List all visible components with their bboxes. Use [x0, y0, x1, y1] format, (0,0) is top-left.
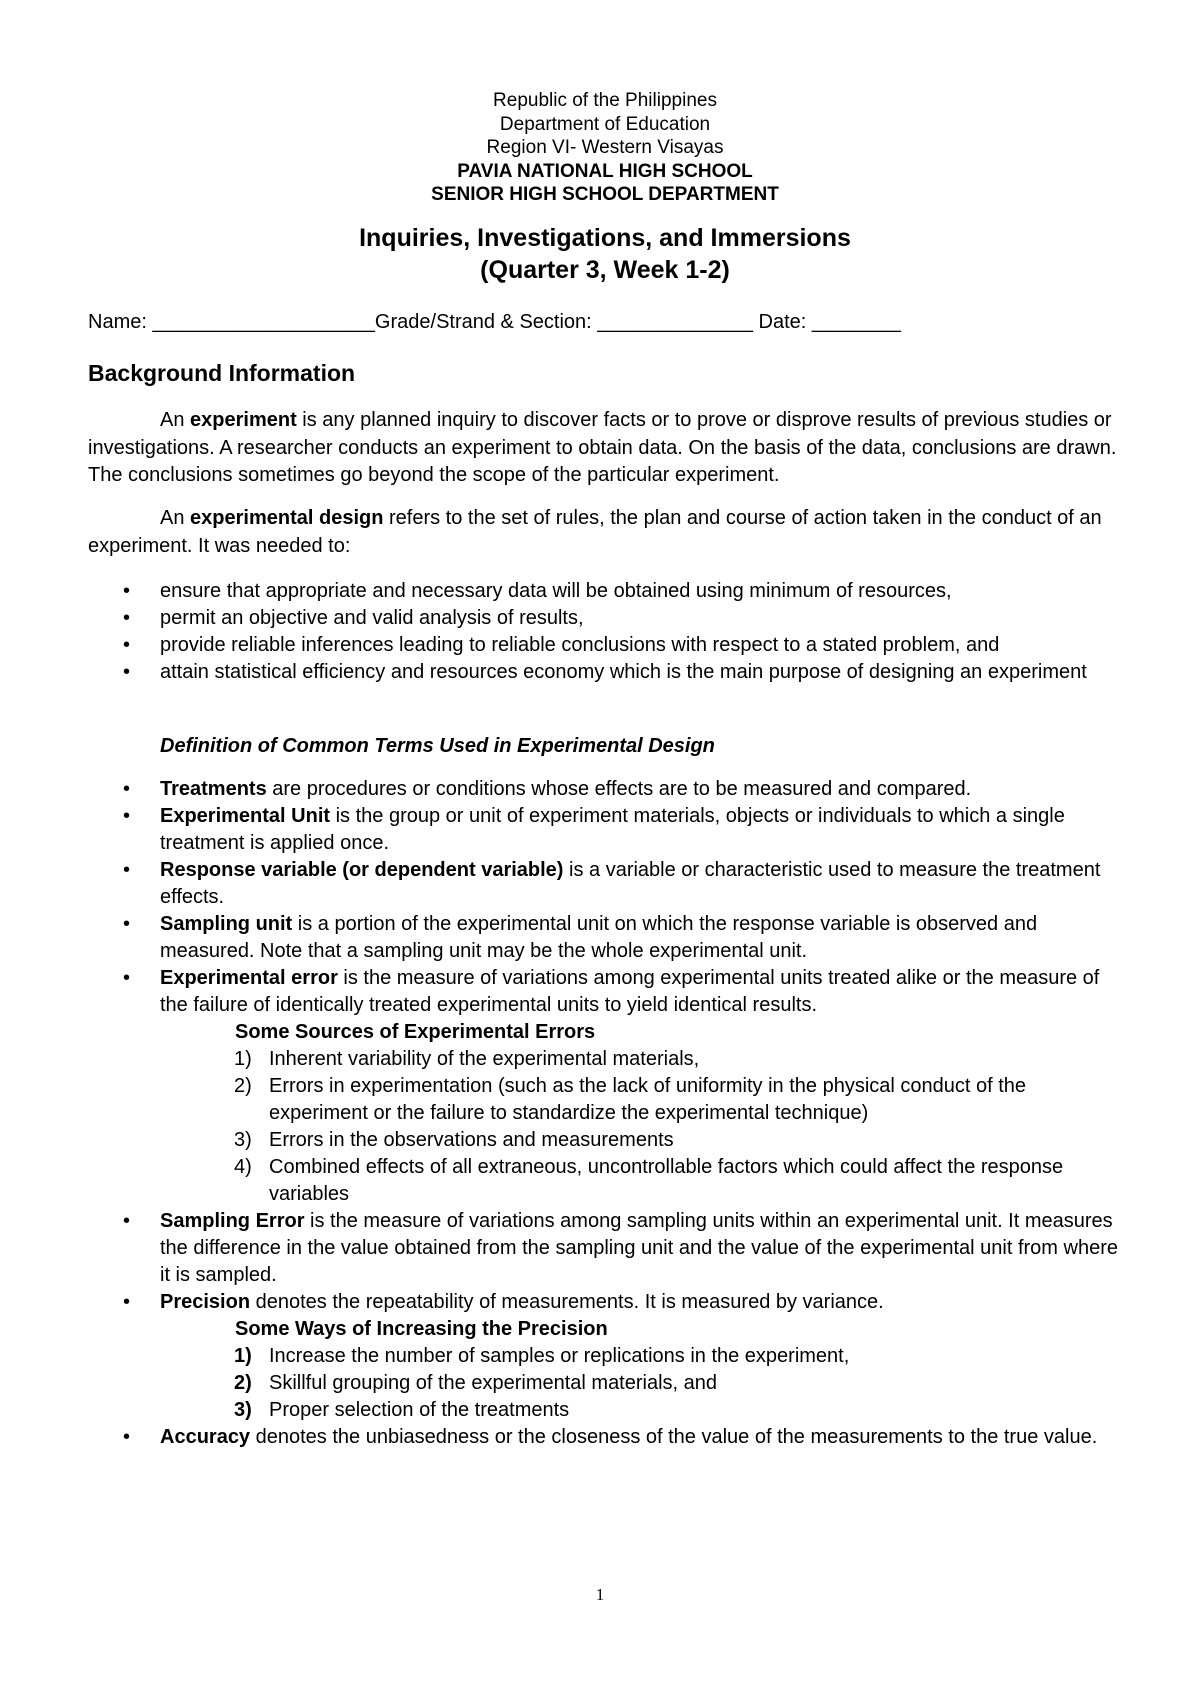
definition-term: Response variable (or dependent variable): [160, 859, 564, 881]
definition-item: [0, 911, 1120, 965]
list-item-text: provide reliable inferences leading to reliable conclusions with respect to a stated problem, and: [160, 634, 1000, 656]
precision-ways-group: [160, 1316, 1120, 1424]
name-grade-date-line: Name: ____________________Grade/Strand & Section: ______________ Date: ________: [88, 311, 901, 333]
header-region: Region VI- Western Visayas: [486, 137, 724, 158]
page-number: 1: [595, 1585, 605, 1604]
definitions-list: [0, 776, 1120, 1451]
precision-ways-list: [160, 1343, 1120, 1424]
document-title: [0, 222, 1200, 286]
definitions-heading: Definition of Common Terms Used in Experimental Design: [160, 735, 715, 757]
definition-term: Experimental Unit: [160, 805, 331, 827]
term-experimental-design: experimental design: [190, 507, 384, 529]
list-item: [160, 1397, 1129, 1424]
header-school: PAVIA NATIONAL HIGH SCHOOL: [457, 160, 753, 182]
para2-body: refers to the set of rules, the plan and course of action taken in the conduct of an experiment. It was needed to:: [88, 507, 1102, 557]
bullet-icon: •: [123, 634, 131, 656]
definition-text: is a portion of the experimental unit on which the response variable is observed and measured. Note that a sampling unit may be the whole experimental unit.: [160, 913, 1038, 962]
list-item-text: Proper selection of the treatments: [269, 1399, 570, 1421]
list-item: [0, 605, 1120, 632]
term-experiment: experiment: [190, 409, 297, 431]
bullet-icon: •: [123, 778, 131, 800]
definition-item: [0, 1289, 1120, 1424]
bullet-icon: •: [123, 859, 131, 881]
list-item-text: ensure that appropriate and necessary data will be obtained using minimum of resources,: [160, 580, 952, 602]
bullet-icon: •: [123, 1291, 131, 1313]
list-item-text: Skillful grouping of the experimental materials, and: [269, 1372, 718, 1394]
bullet-icon: •: [123, 607, 131, 629]
definition-term: Experimental error: [160, 967, 338, 989]
definition-text: is the measure of variations among sampling units within an experimental unit. It measures the difference in the value obtained from the sampling unit and the value of the experimental unit from where it is sampled.: [160, 1210, 1118, 1286]
bullet-icon: •: [123, 580, 131, 602]
definition-text: denotes the unbiasedness or the closeness of the value of the measurements to the true value.: [250, 1426, 1098, 1448]
definition-item: [0, 803, 1120, 857]
error-sources-list: [160, 1046, 1120, 1208]
list-item: [160, 1370, 1129, 1397]
list-item: [160, 1073, 1129, 1127]
list-item-text: Increase the number of samples or replications in the experiment,: [269, 1345, 850, 1367]
header-republic: Republic of the Philippines: [493, 90, 717, 111]
list-number: 2): [234, 1075, 252, 1097]
definition-term: Sampling Error: [160, 1210, 305, 1232]
definition-item: [0, 1424, 1120, 1451]
list-item: [160, 1127, 1129, 1154]
para1-body: is any planned inquiry to discover facts or to prove or disprove results of previous studies or investigations. A researcher conducts an experiment to obtain data. On the basis of the data, conclusions are drawn. The conclusions sometimes go beyond the scope of the particular experiment.: [88, 409, 1117, 486]
bullet-icon: •: [123, 661, 131, 683]
header-shs-department: SENIOR HIGH SCHOOL DEPARTMENT: [431, 184, 779, 205]
list-number: 3): [234, 1129, 252, 1151]
para2-lead: An: [160, 507, 191, 529]
definition-item: [0, 857, 1120, 911]
title-main: Inquiries, Investigations, and Immersions: [359, 224, 851, 252]
section-heading: Background Information: [88, 360, 356, 386]
list-item: [160, 1046, 1129, 1073]
list-item-text: Combined effects of all extraneous, uncontrollable factors which could affect the response variables: [269, 1156, 1064, 1205]
definition-term: Sampling unit: [160, 913, 293, 935]
definition-item: [0, 1208, 1120, 1289]
list-item: [0, 659, 1120, 686]
para1-lead: An: [160, 409, 191, 431]
definition-text: denotes the repeatability of measurements. It is measured by variance.: [250, 1291, 884, 1313]
list-item-text: attain statistical efficiency and resources economy which is the main purpose of designing an experiment: [160, 661, 1087, 683]
paragraph-experimental-design: [88, 505, 1128, 560]
bullet-icon: •: [123, 805, 131, 827]
list-item-text: Errors in the observations and measurements: [269, 1129, 674, 1151]
bullet-icon: •: [123, 1210, 131, 1232]
definition-item: [0, 776, 1120, 803]
definition-term: Precision: [160, 1291, 251, 1313]
list-number: 1): [234, 1048, 252, 1070]
definition-term: Accuracy: [160, 1426, 251, 1448]
list-item: [0, 578, 1120, 605]
list-item-text: permit an objective and valid analysis of results,: [160, 607, 584, 629]
paragraph-experiment: [88, 407, 1128, 490]
definition-item: [0, 965, 1120, 1208]
definition-term: Treatments: [160, 778, 267, 800]
header-department: Department of Education: [499, 113, 711, 135]
error-sources-title: Some Sources of Experimental Errors: [235, 1021, 596, 1043]
precision-ways-title: Some Ways of Increasing the Precision: [235, 1318, 608, 1340]
list-number: 4): [234, 1156, 252, 1178]
purpose-list: [0, 578, 1120, 686]
definition-text: is the measure of variations among experimental units treated alike or the measure of the failure of identically treated experimental units to yield identical results.: [160, 967, 1100, 1016]
list-item: [160, 1343, 1129, 1370]
list-item: [160, 1154, 1129, 1208]
list-number: 3): [234, 1399, 252, 1421]
definition-text: is a variable or characteristic used to measure the treatment effects.: [160, 859, 1101, 908]
title-quarter: (Quarter 3, Week 1-2): [480, 256, 730, 284]
document-header: [0, 89, 1200, 207]
list-item-text: Inherent variability of the experimental materials,: [269, 1048, 700, 1070]
definition-text: is the group or unit of experiment materials, objects or individuals to which a single treatment is applied once.: [160, 805, 1065, 854]
error-sources-group: [160, 1019, 1120, 1208]
list-number: 1): [234, 1345, 252, 1367]
bullet-icon: •: [123, 1426, 131, 1448]
list-item-text: Errors in experimentation (such as the lack of uniformity in the physical conduct of the experiment or the failure to standardize the experimental technique): [269, 1075, 1027, 1124]
bullet-icon: •: [123, 967, 131, 989]
definition-text: are procedures or conditions whose effects are to be measured and compared.: [266, 778, 972, 800]
bullet-icon: •: [123, 913, 131, 935]
list-number: 2): [234, 1372, 252, 1394]
list-item: [0, 632, 1120, 659]
